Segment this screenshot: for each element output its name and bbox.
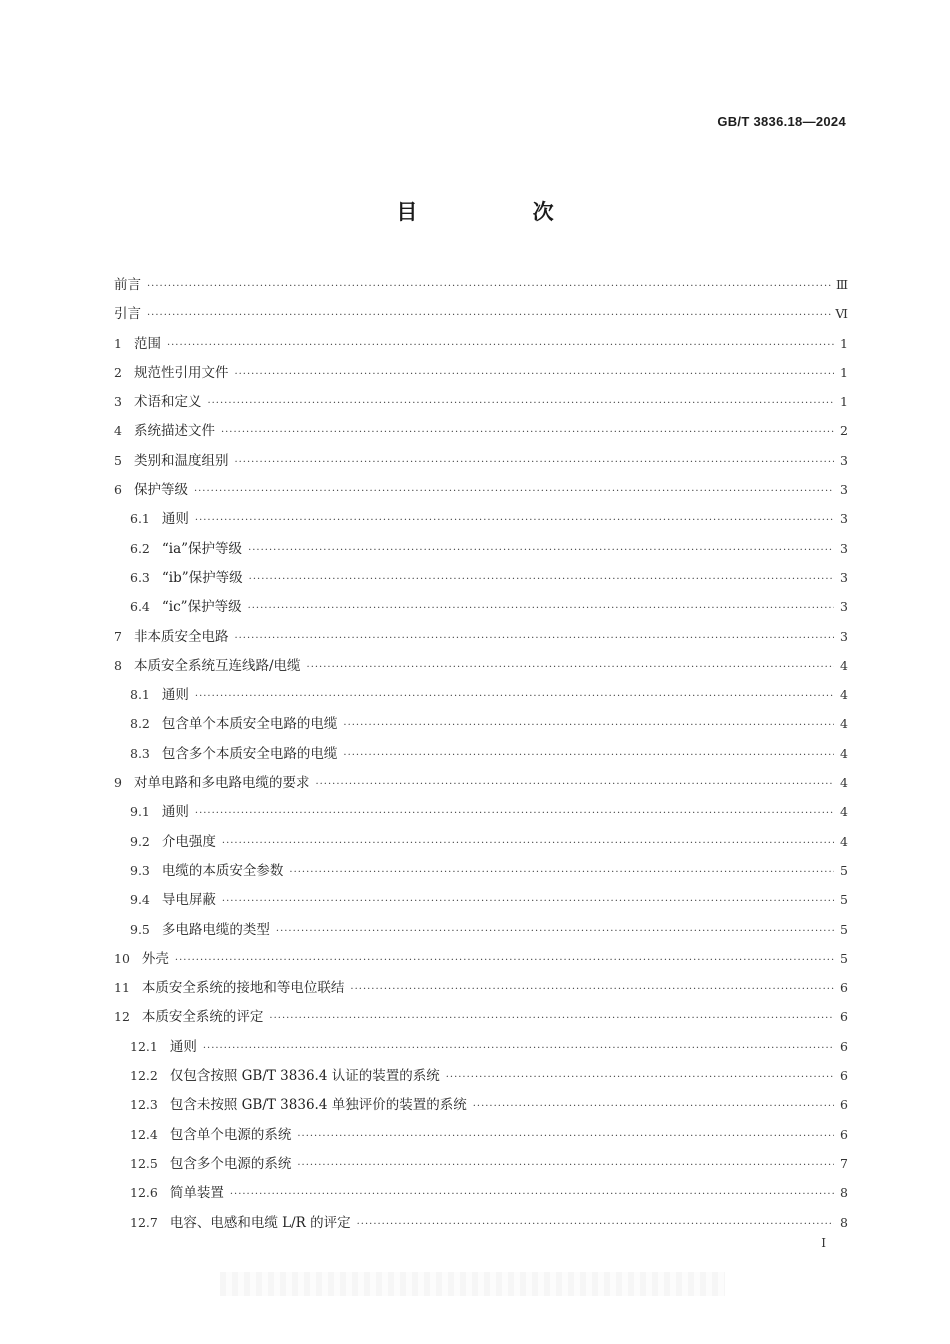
toc-entry[interactable] — [114, 944, 848, 973]
toc-entry-number: 10 — [114, 950, 130, 966]
toc-entry-title: 前言 — [114, 277, 141, 293]
toc-entry-page: 6 — [840, 1126, 848, 1142]
toc-dot-leader — [175, 946, 834, 975]
toc-entry[interactable] — [114, 856, 848, 885]
toc-dot-leader — [222, 887, 834, 916]
toc-dot-leader — [350, 975, 834, 1004]
toc-dot-leader — [207, 389, 834, 418]
toc-entry-title: “ic”保护等级 — [161, 599, 242, 616]
toc-entry-page: 4 — [840, 745, 848, 761]
toc-entry[interactable] — [114, 1061, 848, 1090]
toc-entry-number: 8.2 — [130, 716, 150, 732]
toc-entry[interactable] — [114, 299, 848, 328]
toc-dot-leader — [195, 682, 834, 711]
toc-entry[interactable] — [114, 768, 848, 797]
toc-entry-number: 12.7 — [130, 1214, 158, 1230]
toc-entry-number: 6.3 — [130, 569, 150, 585]
standard-number: GB/T 3836.18—2024 — [717, 114, 846, 129]
toc-entry[interactable] — [114, 387, 848, 416]
toc-entry-number: 12 — [114, 1009, 130, 1025]
toc-entry-page: 1 — [840, 394, 848, 410]
toc-entry-title: 包含多个电源的系统 — [169, 1155, 292, 1172]
toc-entry[interactable] — [114, 680, 848, 709]
toc-entry-title: 引言 — [114, 306, 141, 323]
toc-entry-title: 术语和定义 — [133, 394, 202, 411]
toc-entry-number: 12.6 — [130, 1185, 158, 1201]
toc-entry-page: 3 — [840, 482, 848, 498]
toc-entry-page: 2 — [840, 423, 848, 439]
toc-entry-title: 包含单个本质安全电路的电缆 — [161, 716, 338, 733]
toc-entry-number: 8.3 — [130, 745, 150, 761]
toc-entry-title: 非本质安全电路 — [133, 628, 229, 645]
toc-entry[interactable] — [114, 446, 848, 475]
toc-dot-leader — [343, 741, 834, 770]
toc-entry-page: 5 — [840, 862, 848, 878]
toc-dot-leader — [203, 1034, 834, 1063]
toc-entry-title: 本质安全系统互连线路/电缆 — [133, 657, 301, 674]
toc-entry-title: 系统描述文件 — [133, 423, 215, 440]
toc-dot-leader — [473, 1092, 834, 1121]
toc-entry-title: 通则 — [169, 1038, 197, 1055]
toc-entry-title: 包含单个电源的系统 — [169, 1126, 292, 1143]
toc-entry-title: “ia”保护等级 — [161, 540, 243, 557]
toc-entry[interactable] — [114, 1002, 848, 1031]
toc-entry-title: 仅包含按照 GB/T 3836.4 认证的装置的系统 — [169, 1068, 440, 1085]
toc-entry[interactable] — [114, 622, 848, 651]
toc-entry-page: 3 — [840, 599, 848, 615]
toc-entry[interactable] — [114, 651, 848, 680]
toc-entry-title: 简单装置 — [169, 1185, 224, 1202]
toc-entry-title: 多电路电缆的类型 — [161, 921, 270, 938]
toc-entry-title: 通则 — [161, 804, 189, 821]
toc-entry-title: 包含多个本质安全电路的电缆 — [161, 745, 338, 762]
toc-dot-leader — [195, 799, 834, 828]
toc-entry[interactable] — [114, 1032, 848, 1061]
toc-entry[interactable] — [114, 973, 848, 1002]
toc-dot-leader — [248, 594, 834, 623]
toc-dot-leader — [248, 536, 834, 565]
toc-dot-leader — [446, 1063, 834, 1092]
toc-entry[interactable] — [114, 797, 848, 826]
page-number: I — [821, 1236, 826, 1250]
toc-entry[interactable] — [114, 1178, 848, 1207]
toc-entry-number: 9.5 — [130, 921, 150, 937]
toc-entry-number: 12.1 — [130, 1038, 158, 1054]
toc-entry-title: 导电屏蔽 — [161, 892, 216, 909]
toc-entry[interactable] — [114, 1149, 848, 1178]
toc-entry-number: 2 — [114, 364, 122, 380]
toc-dot-leader — [297, 1151, 834, 1180]
toc-dot-leader — [234, 448, 834, 477]
toc-entry[interactable] — [114, 885, 848, 914]
toc-entry[interactable] — [114, 1090, 848, 1119]
toc-dot-leader — [315, 770, 834, 799]
toc-entry-page: 6 — [840, 1038, 848, 1054]
toc-entry-number: 12.2 — [130, 1068, 158, 1084]
toc-entry-page: 8 — [840, 1185, 848, 1201]
toc-entry-page: 3 — [840, 569, 848, 585]
toc-entry-page: 6 — [840, 980, 848, 996]
toc-entry-number: 12.3 — [130, 1097, 158, 1113]
toc-entry[interactable] — [114, 709, 848, 738]
toc-dot-leader — [230, 1180, 834, 1209]
toc-entry-page: 1 — [840, 335, 848, 351]
toc-dot-leader — [222, 829, 834, 858]
toc-entry-number: 6 — [114, 482, 122, 498]
toc-entry-page: 3 — [840, 628, 848, 644]
toc-entry-number: 11 — [114, 980, 130, 996]
toc-entry-page: 6 — [840, 1068, 848, 1084]
toc-entry[interactable] — [114, 475, 848, 504]
toc-entry-number: 9.4 — [130, 892, 150, 908]
toc-entry-page: 5 — [840, 950, 848, 966]
toc-dot-leader — [194, 477, 834, 506]
toc-entry-title: 外壳 — [141, 950, 169, 967]
toc-entry-title: 保护等级 — [133, 482, 188, 499]
toc-entry-title: “ib”保护等级 — [161, 569, 243, 586]
toc-dot-leader — [276, 917, 834, 946]
toc-entry-number: 9.1 — [130, 804, 150, 820]
toc-entry-page: 3 — [840, 452, 848, 468]
toc-entry-number: 7 — [114, 628, 122, 644]
toc-entry-number: 9.2 — [130, 833, 150, 849]
faint-watermark-strip — [220, 1272, 725, 1296]
toc-entry[interactable] — [114, 534, 848, 563]
toc-entry-number: 9 — [114, 775, 122, 791]
toc-entry-page: 4 — [840, 687, 848, 703]
toc-dot-leader — [234, 360, 834, 389]
toc-dot-leader — [343, 711, 834, 740]
toc-entry-number: 12.4 — [130, 1126, 158, 1142]
toc-dot-leader — [147, 272, 832, 301]
toc-entry-number: 8 — [114, 657, 122, 673]
toc-entry-page: 8 — [840, 1214, 848, 1230]
toc-entry-title: 范围 — [133, 335, 161, 352]
toc-entry[interactable] — [114, 358, 848, 387]
toc-entry-number: 4 — [114, 423, 122, 439]
toc-dot-leader — [195, 506, 834, 535]
toc-entry-number: 6.2 — [130, 540, 150, 556]
toc-entry-number: 6.1 — [130, 511, 150, 527]
toc-entry-page: 3 — [840, 511, 848, 527]
toc-dot-leader — [249, 565, 834, 594]
toc-entry-number: 5 — [114, 452, 122, 468]
toc-entry-title: 通则 — [161, 511, 189, 528]
toc-entry-title: 本质安全系统的评定 — [141, 1009, 264, 1026]
toc-entry[interactable] — [114, 504, 848, 533]
toc-entry-page: 7 — [840, 1155, 848, 1171]
toc-dot-leader — [167, 331, 834, 360]
toc-entry[interactable] — [114, 270, 848, 299]
toc-entry-page: 4 — [840, 775, 848, 791]
page-title: 目 次 — [396, 200, 608, 224]
toc-entry-title: 电容、电感和电缆 L/R 的评定 — [169, 1214, 351, 1231]
toc-entry-page: Ⅵ — [835, 306, 848, 322]
toc-dot-leader — [234, 624, 834, 653]
toc-entry-title: 通则 — [161, 687, 189, 704]
toc-dot-leader — [147, 301, 831, 330]
toc-entry[interactable] — [114, 329, 848, 358]
toc-entry-page: 4 — [840, 716, 848, 732]
toc-dot-leader — [307, 653, 834, 682]
toc-entry-title: 类别和温度组别 — [133, 452, 229, 469]
table-of-contents — [114, 270, 848, 1237]
toc-dot-leader — [221, 418, 834, 447]
toc-entry-number: 3 — [114, 394, 122, 410]
toc-entry-title: 对单电路和多电路电缆的要求 — [133, 775, 310, 792]
toc-entry[interactable] — [114, 592, 848, 621]
toc-entry-title: 包含未按照 GB/T 3836.4 单独评价的装置的系统 — [169, 1097, 467, 1114]
toc-entry-number: 1 — [114, 335, 122, 351]
toc-entry[interactable] — [114, 1120, 848, 1149]
toc-entry-page: 3 — [840, 540, 848, 556]
toc-entry-title: 规范性引用文件 — [133, 364, 229, 381]
toc-entry-title: 本质安全系统的接地和等电位联结 — [141, 980, 345, 997]
toc-dot-leader — [269, 1004, 834, 1033]
toc-entry[interactable] — [114, 416, 848, 445]
toc-entry-page: 4 — [840, 833, 848, 849]
toc-entry-page: 6 — [840, 1009, 848, 1025]
toc-entry-number: 8.1 — [130, 687, 150, 703]
toc-entry-number: 12.5 — [130, 1155, 158, 1171]
toc-entry[interactable] — [114, 915, 848, 944]
toc-entry-page: 4 — [840, 657, 848, 673]
toc-entry[interactable] — [114, 1208, 848, 1237]
toc-entry-page: 1 — [840, 364, 848, 380]
toc-entry-page: 6 — [840, 1097, 848, 1113]
toc-entry-title: 介电强度 — [161, 833, 216, 850]
toc-entry-page: Ⅲ — [835, 277, 848, 292]
toc-entry[interactable] — [114, 739, 848, 768]
toc-entry[interactable] — [114, 563, 848, 592]
toc-entry-page: 5 — [840, 892, 848, 908]
toc-entry-number: 6.4 — [130, 599, 150, 615]
toc-entry-number: 9.3 — [130, 862, 150, 878]
toc-entry-title: 电缆的本质安全参数 — [161, 862, 284, 879]
toc-entry-page: 5 — [840, 921, 848, 937]
toc-entry-page: 4 — [840, 804, 848, 820]
toc-dot-leader — [297, 1122, 834, 1151]
toc-entry[interactable] — [114, 827, 848, 856]
toc-dot-leader — [289, 858, 834, 887]
toc-dot-leader — [357, 1210, 834, 1239]
